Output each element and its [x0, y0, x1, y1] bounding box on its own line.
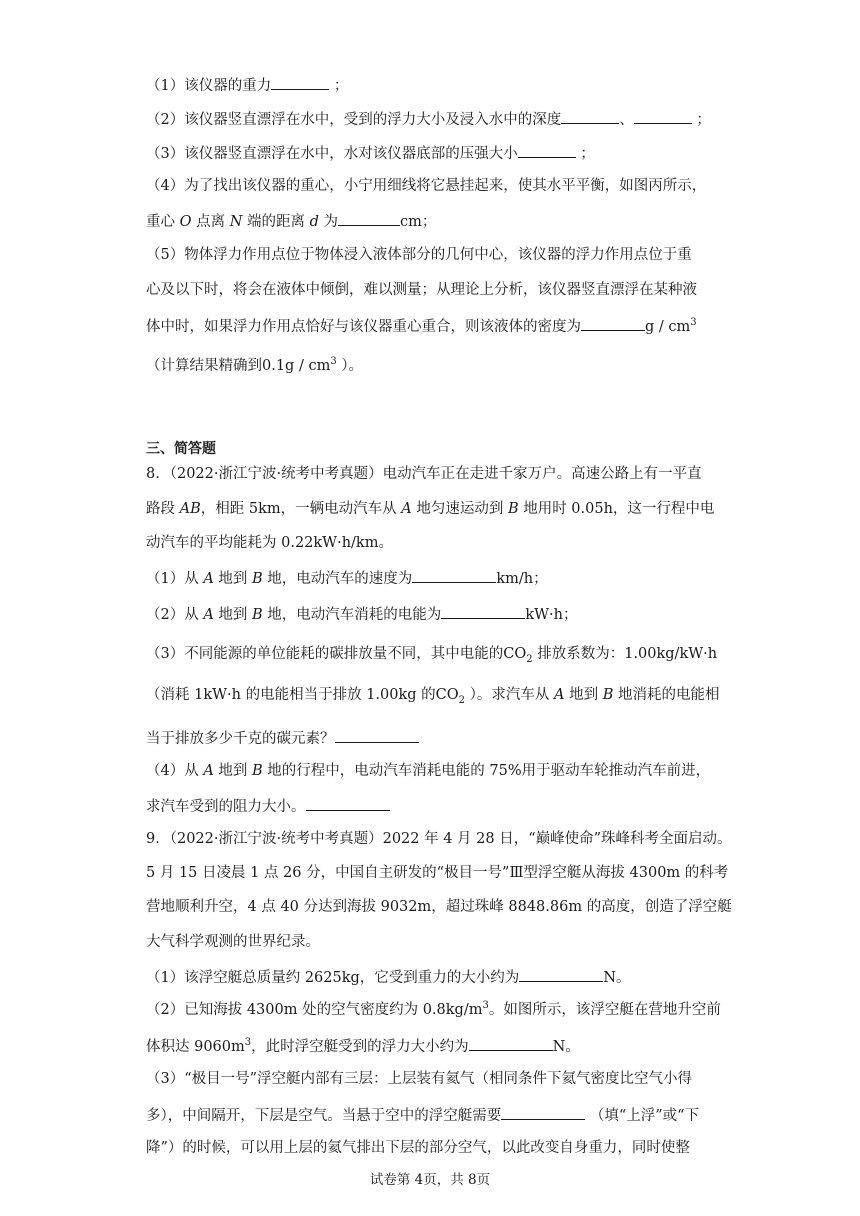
text: 求汽车受到的阻力大小。 [146, 799, 306, 815]
q8-part1 [146, 567, 548, 589]
text: ，此时浮空艇受到的浮力大小约为 [251, 1039, 469, 1055]
q8-part4-line2 [146, 795, 390, 817]
text: 排放系数为：1.00kg/kW·h [532, 646, 718, 662]
text: 端的距离 [242, 214, 310, 230]
q9-part3-line2 [146, 1104, 699, 1126]
text: （2）该仪器竖直漂浮在水中，受到的浮力大小及浸入水中的深度 [146, 112, 562, 128]
text: N。 [552, 1039, 580, 1055]
q8-part3-line1 [146, 644, 717, 664]
var: d [309, 214, 319, 230]
var: AB [179, 501, 201, 517]
text: ； [333, 78, 349, 94]
var: B [252, 571, 263, 587]
q9-line4: 大气科学观测的世界纪录。 [146, 934, 320, 950]
var: A [553, 687, 565, 703]
text: 0.1g / cm [262, 358, 331, 374]
q9-part2-line2 [146, 1035, 580, 1057]
answer-blank[interactable] [581, 315, 645, 331]
text: 。如图所示，该浮空艇在营地升空前 [488, 1002, 721, 1018]
section-heading: 三、简答题 [146, 441, 216, 457]
answer-blank[interactable] [561, 108, 619, 124]
text: 地，电动汽车的速度为 [262, 571, 413, 587]
text: 体中时，如果浮力作用点恰好与该仪器重心重合，则该液体的密度为 [146, 319, 581, 335]
text: ； [580, 146, 595, 162]
text: （填“上浮”或“下 [589, 1108, 700, 1124]
q8-part4-line1 [146, 761, 710, 781]
q7-part2 [146, 108, 711, 130]
text: 体积达 9060m [146, 1039, 245, 1055]
text: 地的行程中，电动汽车消耗电能的 75%用于驱动车轮推动汽车前进， [262, 763, 711, 779]
q7-part5-line4 [146, 356, 363, 376]
page-footer: 试卷第 4页，共 8页 [369, 1172, 491, 1188]
answer-blank[interactable] [469, 1035, 553, 1051]
var: B [252, 763, 263, 779]
text: 多），中间隔开，下层是空气。当悬于空中的浮空艇需要 [146, 1108, 502, 1124]
q7-part5-line1: （5）物体浮力作用点位于物体浸入液体部分的几何中心，该仪器的浮力作用点位于重 [146, 247, 692, 263]
q9-part1 [146, 966, 631, 988]
text: ）。 [336, 358, 364, 374]
superscript: 3 [690, 317, 697, 329]
var: N [229, 214, 243, 230]
text: kW·h； [525, 607, 578, 623]
q9-line1: 9．（2022·浙江宁波·统考中考真题）2022 年 4 月 28 日，“巅峰使命”珠峰科考全面启动。 [146, 831, 732, 847]
q9-line3: 营地顺利升空，4 点 40 分达到海拔 9032m，超过珠峰 8848.86m 的高度，创造了浮空艇 [146, 899, 732, 915]
superscript: 3 [330, 356, 337, 368]
text: km/h； [496, 571, 548, 587]
var: A [203, 607, 214, 623]
text: 地用时 0.05h，这一行程中电 [518, 501, 715, 517]
answer-blank[interactable] [412, 567, 496, 583]
text: CO [435, 687, 459, 703]
var: B [507, 501, 519, 517]
var: A [203, 763, 214, 779]
q7-part5-line3 [146, 315, 697, 337]
answer-blank[interactable] [335, 727, 419, 743]
var: B [252, 607, 263, 623]
answer-blank[interactable] [518, 142, 576, 158]
text: 地，电动汽车消耗的电能为 [262, 607, 442, 623]
text: （2）已知海拔 4300m 处的空气密度约为 0.8kg/m [146, 1002, 483, 1018]
q8-line2 [146, 499, 714, 519]
text: g / cm [645, 319, 691, 335]
text: （1）该浮空艇总质量约 2625kg，它受到重力的大小约为 [146, 970, 520, 986]
text: （2）从 [146, 607, 204, 623]
subscript: 2 [458, 694, 466, 706]
text: （1）从 [146, 571, 204, 587]
q8-part3-line2 [146, 685, 719, 705]
text: （1）该仪器的重力 [146, 78, 272, 94]
text: N。 [603, 970, 631, 986]
q7-part4-line1: （4）为了找出该仪器的重心，小宁用细线将它悬挂起来，使其水平平衡，如图丙所示， [146, 178, 707, 194]
answer-blank[interactable] [338, 210, 400, 226]
text: 地匀速运动到 [411, 501, 508, 517]
text: 地到 [213, 571, 253, 587]
text: 地到 [213, 607, 253, 623]
var: B [602, 687, 614, 703]
text: （计算结果精确到 [146, 358, 262, 374]
text: CO [503, 646, 527, 662]
text: 地到 [213, 763, 253, 779]
q9-part3-line1: （3）“极目一号”浮空艇内部有三层：上层装有氦气（相同条件下氦气密度比空气小得 [146, 1071, 693, 1087]
text: 路段 [146, 501, 180, 517]
q9-part3-line3: 降”）的时候，可以用上层的氦气排出下层的部分空气，以此改变自身重力，同时使整 [146, 1140, 690, 1156]
q7-part3 [146, 142, 595, 164]
superscript: 3 [244, 1037, 252, 1049]
q8-line1: 8．（2022·浙江宁波·统考中考真题）电动汽车正在走进千家万户。高速公路上有一平直 [146, 466, 702, 482]
text: 当于排放多少千克的碳元素？ [146, 731, 335, 747]
q8-part3-line3 [146, 727, 419, 749]
text: ，相距 5km，一辆电动汽车从 [200, 501, 402, 517]
text: （4）从 [146, 763, 204, 779]
q7-part1 [146, 74, 348, 96]
text: 重心 [146, 214, 180, 230]
var: A [203, 571, 214, 587]
answer-blank[interactable] [441, 603, 525, 619]
text: ； [696, 112, 711, 128]
text: cm； [400, 214, 437, 230]
superscript: 3 [482, 1000, 489, 1012]
answer-blank[interactable] [501, 1104, 585, 1120]
text: 为 [318, 214, 339, 230]
q8-part2 [146, 603, 577, 625]
text: （3）该仪器竖直漂浮在水中，水对该仪器底部的压强大小 [146, 146, 518, 162]
q7-part4-line2 [146, 210, 436, 232]
text: 点离 [191, 214, 230, 230]
text: （消耗 1kW·h 的电能相当于排放 1.00kg 的 [146, 687, 436, 703]
q8-line3: 动汽车的平均能耗为 0.22kW·h/km。 [146, 535, 393, 551]
var: A [401, 501, 412, 517]
text: ）。求汽车从 [465, 687, 554, 703]
answer-blank[interactable] [634, 108, 692, 124]
subscript: 2 [526, 653, 533, 665]
q9-line2: 5 月 15 日凌晨 1 点 26 分，中国自主研发的“极目一号”Ⅲ型浮空艇从海拔 4300m 的科考 [146, 865, 729, 881]
q7-part5-line2: 心及以下时，将会在液体中倾倒，难以测量；从理论上分析，该仪器竖直漂浮在某种液 [146, 282, 697, 298]
var: O [179, 214, 192, 230]
answer-blank[interactable] [519, 966, 603, 982]
answer-blank[interactable] [306, 795, 390, 811]
text: 、 [619, 112, 634, 128]
q9-part2-line1 [146, 1000, 721, 1020]
text: （3）不同能源的单位能耗的碳排放量不同，其中电能的 [146, 646, 504, 662]
text: 地到 [564, 687, 603, 703]
text: 地消耗的电能相 [613, 687, 720, 703]
answer-blank[interactable] [271, 74, 329, 90]
